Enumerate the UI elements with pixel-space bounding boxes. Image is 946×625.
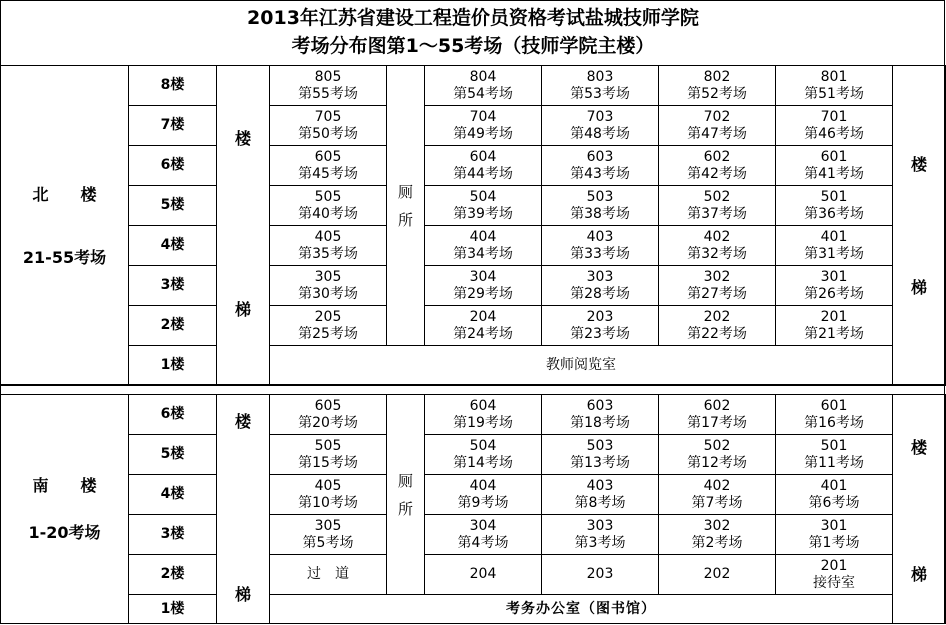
exam-room-name: 第45考场 [298,165,358,182]
exam-room-cell [776,515,893,555]
exam-room-cell [542,475,659,515]
building-label-cell [1,395,129,624]
building-name: 北 楼 [32,184,97,204]
stairs-label-top: 楼 [234,129,251,148]
room-number: 503 [586,437,614,454]
exam-room-name: 第19考场 [453,414,513,431]
stairs-label-bottom: 梯 [910,278,927,297]
stairwell-left [217,395,270,624]
room-number: 502 [703,437,731,454]
room-number: 205 [314,308,342,325]
exam-room-name: 第49考场 [453,125,513,142]
exam-room-name: 第28考场 [570,285,630,302]
exam-room-cell [425,106,542,146]
floor-label: 5楼 [129,435,217,475]
exam-room-cell [776,146,893,186]
room-number: 703 [586,108,614,125]
room-number: 203 [586,308,614,325]
stairwell-left [217,66,270,386]
exam-room-cell [776,266,893,306]
toilet-char-1: 厕 [397,471,413,490]
room-number: 603 [586,397,614,414]
room-number: 802 [703,68,731,85]
room-number: 702 [703,108,731,125]
floor-label: 1楼 [129,346,217,386]
exam-room-cell [659,186,776,226]
floor-row [1,515,946,555]
exam-room-cell [659,306,776,346]
room-number: 504 [469,188,497,205]
exam-room-cell [776,395,893,435]
exam-room-cell [425,306,542,346]
floor-row [1,266,946,306]
room-number: 601 [820,148,848,165]
room-number: 303 [586,517,614,534]
exam-room-cell [425,266,542,306]
exam-room-name: 第52考场 [687,85,747,102]
exam-room-cell [659,226,776,266]
room-number: 401 [820,228,848,245]
exam-room-name: 第36考场 [804,205,864,222]
exam-room-name: 第30考场 [298,285,358,302]
exam-room-cell [659,66,776,106]
exam-room-cell [659,146,776,186]
room-number: 502 [703,188,731,205]
exam-room-name: 第2考场 [691,534,743,551]
exam-room-cell [542,435,659,475]
exam-office-cell: 考务办公室（图书馆） [270,595,893,624]
stairwell-right [893,66,946,386]
exam-room-cell [270,395,387,435]
exam-room-name: 第22考场 [687,325,747,342]
north-building-table [0,65,946,386]
floor-row [1,186,946,226]
room-number: 302 [703,268,731,285]
exam-room-cell [776,306,893,346]
room-number: 805 [314,68,342,85]
room-number: 402 [703,228,731,245]
room-number: 401 [820,477,848,494]
exam-room-cell [270,266,387,306]
room-number: 602 [703,397,731,414]
title-line-2: 考场分布图第1～55考场（技师学院主楼） [291,35,655,57]
room-number: 505 [314,188,342,205]
floor-row [1,66,946,106]
exam-room-cell [542,106,659,146]
room-number: 405 [314,228,342,245]
room-number: 503 [586,188,614,205]
floor-row [1,306,946,346]
exam-room-cell [542,306,659,346]
exam-room-name: 第50考场 [298,125,358,142]
floor-label: 2楼 [129,306,217,346]
exam-room-name: 第5考场 [302,534,354,551]
room-number: 602 [703,148,731,165]
exam-room-cell [270,106,387,146]
exam-room-name: 第48考场 [570,125,630,142]
exam-room-cell [542,226,659,266]
floor-label: 7楼 [129,106,217,146]
exam-room-name: 第32考场 [687,245,747,262]
exam-room-name: 第24考场 [453,325,513,342]
exam-room-cell [425,395,542,435]
exam-room-name: 第42考场 [687,165,747,182]
exam-room-name: 第34考场 [453,245,513,262]
room-number: 603 [586,148,614,165]
floor-label: 4楼 [129,226,217,266]
exam-room-cell [425,186,542,226]
room-number: 704 [469,108,497,125]
room-number: 202 [703,308,731,325]
floor-row [1,595,946,624]
room-number: 501 [820,437,848,454]
floor-label: 4楼 [129,475,217,515]
exam-room-name: 第33考场 [570,245,630,262]
exam-room-cell [270,306,387,346]
building-label-cell [1,66,129,386]
room-number: 201 [820,308,848,325]
exam-room-cell [776,435,893,475]
room-number: 605 [314,397,342,414]
floor-row [1,146,946,186]
room-number: 604 [469,148,497,165]
floor-label: 8楼 [129,66,217,106]
room-number: 301 [820,268,848,285]
floor-label: 5楼 [129,186,217,226]
south-building-table [0,394,946,624]
exam-room-name: 第1考场 [808,534,860,551]
room-number: 305 [314,268,342,285]
exam-room-cell [776,66,893,106]
floor-label: 1楼 [129,595,217,624]
room-number: 301 [820,517,848,534]
exam-room-name: 第26考场 [804,285,864,302]
room-number-cell: 203 [542,555,659,595]
exam-room-cell [270,435,387,475]
stairs-label-bottom: 梯 [234,300,251,319]
exam-room-name: 第4考场 [457,534,509,551]
room-number: 405 [314,477,342,494]
stairs-label-bottom: 梯 [910,565,927,584]
exam-room-cell [659,435,776,475]
room-number-cell: 202 [659,555,776,595]
exam-room-name: 第13考场 [570,454,630,471]
exam-room-name: 第44考场 [453,165,513,182]
room-number: 803 [586,68,614,85]
exam-room-name: 第7考场 [691,494,743,511]
exam-room-cell [270,66,387,106]
room-number: 403 [586,477,614,494]
exam-room-cell [659,395,776,435]
exam-room-name: 第17考场 [687,414,747,431]
room-number: 501 [820,188,848,205]
exam-room-cell [542,146,659,186]
exam-room-name: 第9考场 [457,494,509,511]
toilet-char-2: 所 [397,499,413,518]
room-number: 303 [586,268,614,285]
room-number: 701 [820,108,848,125]
stairs-label-top: 楼 [910,438,927,457]
room-number: 305 [314,517,342,534]
reception-room-cell [776,555,893,595]
exam-room-name: 第8考场 [574,494,626,511]
room-number: 504 [469,437,497,454]
exam-room-name: 第20考场 [298,414,358,431]
floor-row [1,226,946,266]
exam-room-cell [270,146,387,186]
exam-room-name: 第21考场 [804,325,864,342]
building-divider-line [0,384,945,385]
room-number: 304 [469,517,497,534]
exam-room-cell [270,515,387,555]
stairs-label-bottom: 梯 [234,585,251,604]
exam-room-name: 第27考场 [687,285,747,302]
toilet-char-2: 所 [397,210,413,229]
exam-room-cell [425,435,542,475]
exam-room-name: 第3考场 [574,534,626,551]
exam-room-cell [776,186,893,226]
room-number: 304 [469,268,497,285]
floor-row [1,106,946,146]
exam-room-cell [659,106,776,146]
exam-room-cell [270,186,387,226]
floor-label: 2楼 [129,555,217,595]
exam-room-name: 第37考场 [687,205,747,222]
corridor-cell: 过 道 [270,555,387,595]
exam-room-name: 第41考场 [804,165,864,182]
exam-room-name: 第18考场 [570,414,630,431]
exam-room-name: 第12考场 [687,454,747,471]
exam-room-name: 第54考场 [453,85,513,102]
exam-room-name: 第10考场 [298,494,358,511]
room-number: 204 [469,308,497,325]
reception-room-name: 接待室 [813,574,855,591]
room-number: 404 [469,228,497,245]
room-number: 801 [820,68,848,85]
toilet-cell [387,66,425,346]
exam-room-name: 第23考场 [570,325,630,342]
room-number: 705 [314,108,342,125]
room-number: 201 [820,557,848,574]
exam-room-name: 第55考场 [298,85,358,102]
exam-room-name: 第53考场 [570,85,630,102]
exam-room-name: 第15考场 [298,454,358,471]
exam-room-name: 第43考场 [570,165,630,182]
exam-room-cell [425,146,542,186]
stairs-label-top: 楼 [234,412,251,431]
floor-row [1,346,946,386]
exam-room-cell [776,475,893,515]
floor-row [1,435,946,475]
exam-room-cell [776,106,893,146]
room-number: 302 [703,517,731,534]
exam-room-name: 第47考场 [687,125,747,142]
teacher-reading-room-cell: 教师阅览室 [270,346,893,386]
floor-label: 6楼 [129,395,217,435]
exam-room-name: 第25考场 [298,325,358,342]
exam-room-cell [270,475,387,515]
exam-room-name: 第40考场 [298,205,358,222]
building-exam-range: 21-55考场 [22,247,107,267]
exam-room-name: 第51考场 [804,85,864,102]
room-number: 604 [469,397,497,414]
exam-room-cell [270,226,387,266]
exam-room-cell [425,515,542,555]
exam-room-name: 第29考场 [453,285,513,302]
exam-room-cell [659,266,776,306]
exam-room-cell [425,226,542,266]
exam-room-name: 第35考场 [298,245,358,262]
exam-room-cell [425,66,542,106]
exam-room-cell [542,66,659,106]
exam-room-name: 第6考场 [808,494,860,511]
room-number: 605 [314,148,342,165]
exam-room-name: 第31考场 [804,245,864,262]
building-name: 南 楼 [32,476,97,495]
exam-room-name: 第16考场 [804,414,864,431]
exam-room-cell [425,475,542,515]
toilet-char-1: 厕 [397,182,413,201]
room-number: 402 [703,477,731,494]
exam-room-name: 第39考场 [453,205,513,222]
stairs-label-top: 楼 [910,155,927,174]
exam-room-cell [659,515,776,555]
exam-room-cell [659,475,776,515]
floor-row [1,475,946,515]
room-number-cell: 204 [425,555,542,595]
exam-room-name: 第46考场 [804,125,864,142]
exam-room-cell [542,186,659,226]
exam-room-cell [542,266,659,306]
exam-room-cell [542,515,659,555]
room-number: 505 [314,437,342,454]
room-number: 403 [586,228,614,245]
exam-room-cell [776,226,893,266]
floor-label: 3楼 [129,266,217,306]
exam-room-name: 第14考场 [453,454,513,471]
floor-row [1,395,946,435]
room-number: 601 [820,397,848,414]
floor-row [1,555,946,595]
room-number: 804 [469,68,497,85]
room-number: 404 [469,477,497,494]
title-line-1: 2013年江苏省建设工程造价员资格考试盐城技师学院 [247,7,699,29]
stairwell-right [893,395,946,624]
building-exam-range: 1-20考场 [28,523,101,542]
exam-room-name: 第11考场 [804,454,864,471]
floor-label: 3楼 [129,515,217,555]
toilet-cell [387,395,425,595]
exam-room-name: 第38考场 [570,205,630,222]
floor-label: 6楼 [129,146,217,186]
exam-room-cell [542,395,659,435]
